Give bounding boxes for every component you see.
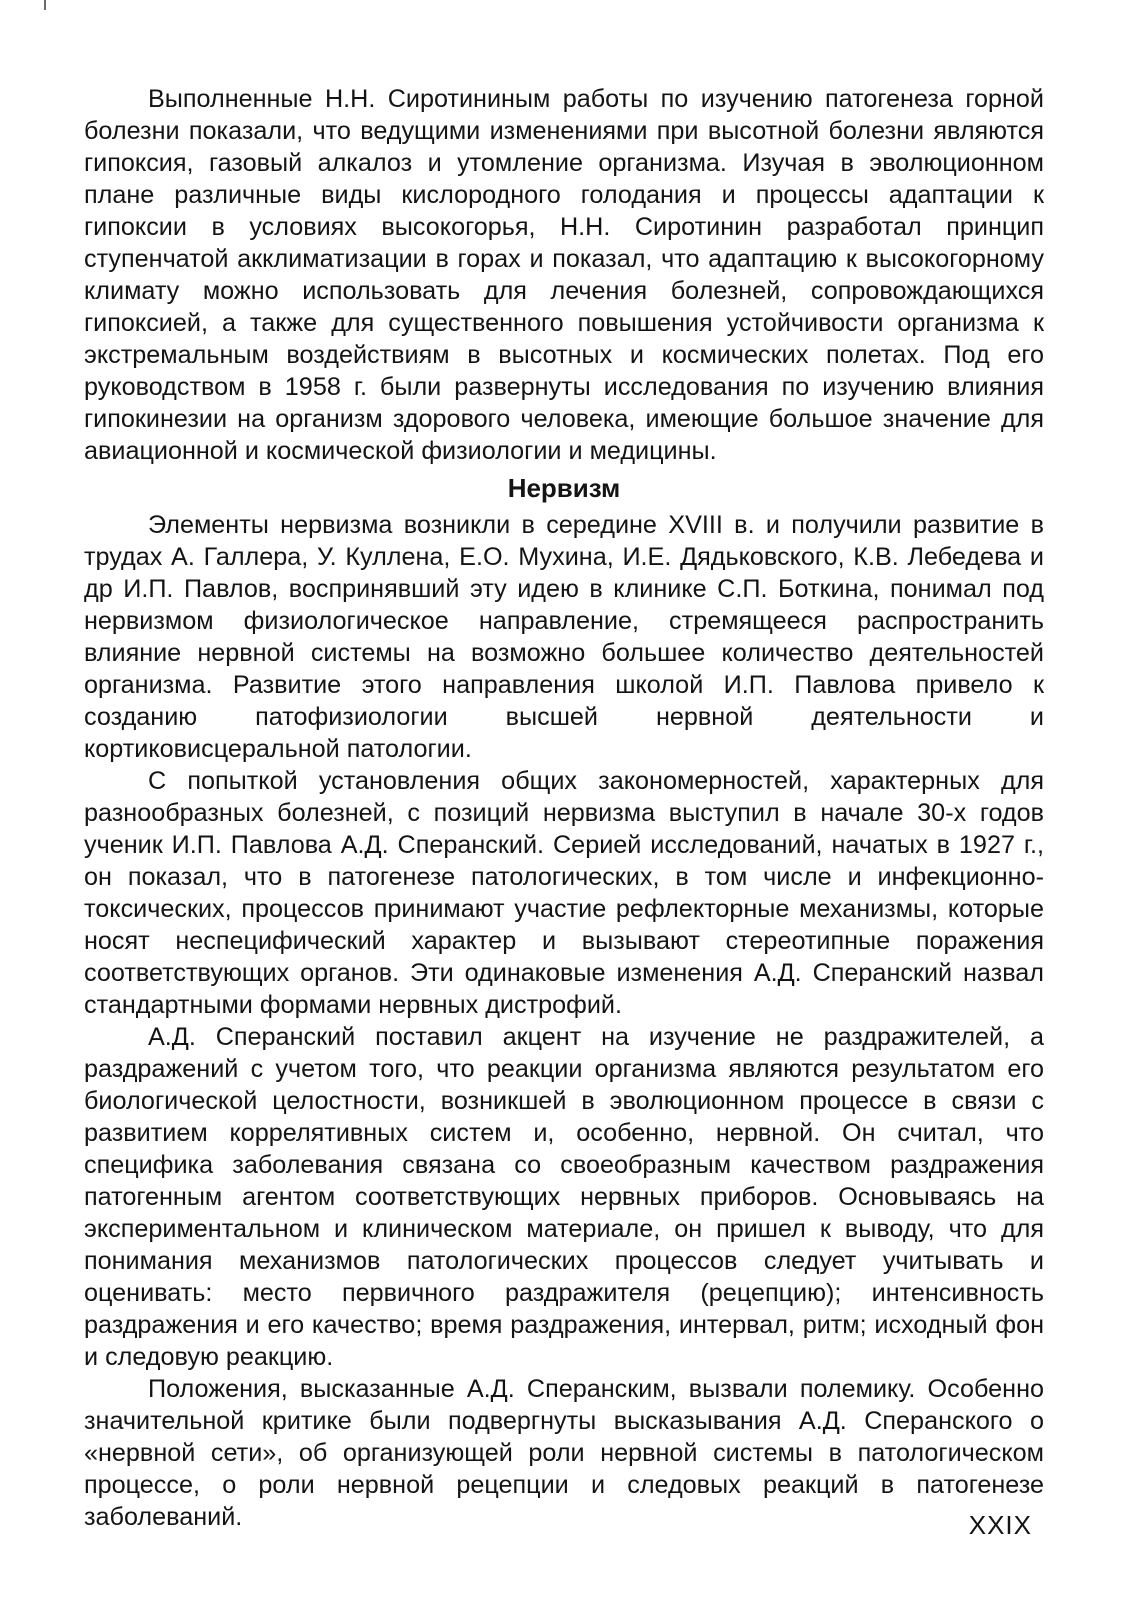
page-number: XXIX bbox=[968, 1510, 1032, 1540]
page-body bbox=[84, 83, 1044, 1533]
scan-artifact-mark bbox=[44, 0, 46, 10]
section-paragraph-2: С попыткой установления общих закономерностей, характерных для разнообразных болезней, с позиций нервизма выступил в начале 30-х годов ученик И.П. Павлова А.Д. Сперанский. Серией исследований, начатых в 1927 г., он показал, что в патогенезе патологических, в том числе и инфекционно-токсических, процессов принимают участие рефлекторные механизмы, которые носят неспецифический характер и вызывают стереотипные поражения соответствующих органов. Эти одинаковые изменения А.Д. Сперанский назвал стандартными формами нервных дистрофий. bbox=[84, 767, 1044, 1019]
section-paragraph-4: Положения, высказанные А.Д. Сперанским, вызвали полемику. Особенно значительной критике были подвергнуты высказывания А.Д. Сперанского о «нервной сети», об организующей роли нервной системы в патологическом процессе, о роли нервной рецепции и следовых реакций в патогенезе заболеваний. bbox=[84, 1375, 1044, 1531]
section-heading: Нервизм bbox=[507, 473, 621, 503]
section-paragraph-1: Элементы нервизма возникли в середине XVIII в. и получили развитие в трудах А. Галлера, У. Куллена, Е.О. Мухина, И.Е. Дядьковского, К.В. Лебедева и др И.П. Павлов, воспринявший эту идею в клинике С.П. Боткина, понимал под нервизмом физиологическое направление, стремящееся распространить влияние нервной системы на возможно большее количество деятельностей организма. Развитие этого направления школой И.П. Павлова привело к созданию патофизиологии высшей нервной деятельности и кортиковисцеральной патологии. bbox=[84, 511, 1044, 763]
section-paragraph-3: А.Д. Сперанский поставил акцент на изучение не раздражителей, а раздражений с учетом того, что реакции организма являются результатом его биологической целостности, возникшей в эволюционном процессе в связи с развитием коррелятивных систем и, особенно, нервной. Он считал, что специфика заболевания связана со своеобразным качеством раздражения патогенным агентом соответствующих нервных приборов. Основываясь на экспериментальном и клиническом материале, он пришел к выводу, что для понимания механизмов патологических процессов следует учитывать и оценивать: место первичного раздражителя (рецепцию); интенсивность раздражения и его качество; время раздражения, интервал, ритм; исходный фон и следовую реакцию. bbox=[84, 1023, 1044, 1371]
intro-paragraph: Выполненные Н.Н. Сиротининым работы по изучению патогенеза горной болезни показали, что ведущими изменениями при высотной болезни являются гипоксия, газовый алкалоз и утомление организма. Изучая в эволюционном плане различные виды кислородного голодания и процессы адаптации к гипоксии в условиях высокогорья, Н.Н. Сиротинин разработал принцип ступенчатой акклиматизации в горах и показал, что адаптацию к высокогорному климату можно использовать для лечения болезней, сопровождающихся гипоксией, а также для существенного повышения устойчивости организма к экстремальным воздействиям в высотных и космических полетах. Под его руководством в 1958 г. были развернуты исследования по изучению влияния гипокинезии на организм здорового человека, имеющие большое значение для авиационной и космической физиологии и медицины. bbox=[84, 85, 1044, 465]
